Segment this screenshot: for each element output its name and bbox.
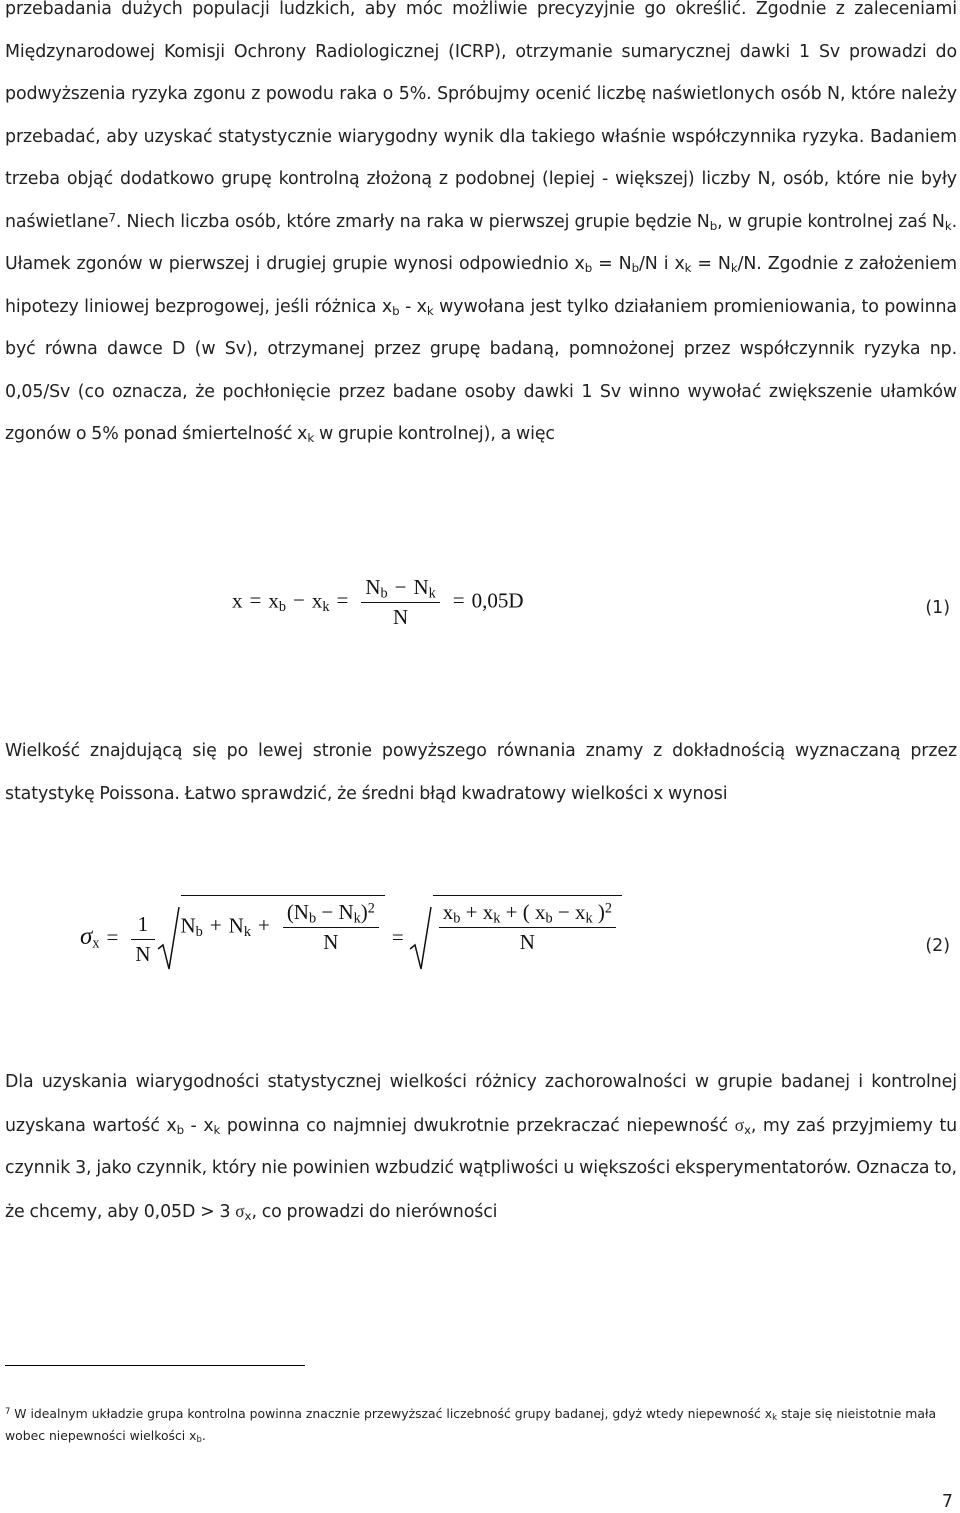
- sigma-symbol: σ: [734, 1114, 744, 1135]
- radical-icon: [409, 905, 433, 973]
- equation-1: $x = x_b - x_k$ = $\frac{N_b - N_k}{N}$ = 0,05D: [232, 575, 524, 629]
- equation-2: $\sigma_x$ = $\frac{1}{N}$ $N_b + N_k$ + $\frac{(N_b - N_k)^2}{N}$ = $\frac{x_b + x_k + ( x_b - x_k )^2}{N}$: [80, 905, 622, 973]
- page-number: 7: [941, 1492, 953, 1512]
- paragraph-1: przebadania dużych populacji ludzkich, aby móc możliwie precyzyjnie go określić. Zgodnie z zaleceniami Międzynarodowej Komisji Ochrony Radiologicznej (ICRP), otrzymanie sumarycznej dawki 1 Sv prowadzi do podwyższenia ryzyka zgonu z powodu raka o 5%. Spróbujmy ocenić liczbę naświetlonych osób N, które należy przebadać, aby uzyskać statystycznie wiarygodny wynik dla takiego właśnie współczynnika ryzyka. Badaniem trzeba objąć dodatkowo grupę kontrolną złożoną z podobnej (lepiej - większej) liczby N, osób, które nie były naświetlane$^7$. Niech liczba osób, które zmarły na raka w pierwszej grupie będzie $N_b$, w grupie kontrolnej zaś $N_k$. Ułamek zgonów w pierwszej i drugiej grupie wynosi odpowiednio $x_b = N_b/N$ i $x_k = N_k/N$. Zgodnie z założeniem hipotezy liniowej bezprogowej, jeśli różnica $x_b - x_k$ wywołana jest tylko działaniem promieniowania, to powinna być równa dawce D (w Sv), otrzymanej przez grupę badaną, pomnożonej przez współczynnik ryzyka np. 0,05/Sv (co oznacza, że pochłonięcie przez badane osoby dawki 1 Sv winno wywołać zwiększenie ułamków zgonów o 5% ponad śmiertelność $x_k$ w grupie kontrolnej), a więc: [5, 0, 957, 445]
- equation-number-2: (2): [925, 936, 950, 956]
- equation-number-1: (1): [925, 598, 950, 618]
- footnote-reference[interactable]: 7: [108, 210, 116, 225]
- fraction: $\frac{N_b - N_k}{N}$: [361, 575, 439, 630]
- text-run: . Niech liczba osób, które zmarły na raka w pierwszej grupie będzie N: [115, 211, 710, 232]
- footnote-separator: [5, 1365, 305, 1366]
- paragraph-3: Dla uzyskania wiarygodności statystycznej wielkości różnicy zachorowalności w grupie badanej i kontrolnej uzyskana wartość $x_b - x_k$ powinna co najmniej dwukrotnie przekraczać niepewność $\sigma_x$, my zaś przyjmiemy tu czynnik 3, jako czynnik, który nie powinien wzbudzić wątpliwości u większości eksperymentatorów. Oznacza to, że chcemy, aby 0,05D > 3 $\sigma_x$, co prowadzi do nierówności: [5, 1072, 958, 1223]
- paragraph-2: Wielkość znajdującą się po lewej stronie powyższego równania znamy z dokładnością wyznaczaną przez statystykę Poissona. Łatwo sprawdzić, że średni błąd kwadratowy wielkości x wynosi: [5, 741, 957, 804]
- footnote-mark: 7: [5, 1406, 11, 1417]
- sigma-symbol: σ: [235, 1200, 245, 1221]
- radical-icon: [157, 905, 181, 973]
- text-run: przebadania dużych populacji ludzkich, aby móc możliwie precyzyjnie go określić. Zgodnie z zaleceniami Międzynarodowej Komisji Ochrony Radiologicznej (ICRP), otrzymanie sumarycznej dawki 1 Sv prowadzi do podwyższenia ryzyka zgonu z powodu raka o 5%. Spróbujmy ocenić liczbę naświetlonych osób N, które należy przebadać, aby uzyskać statystycznie wiarygodny wynik dla takiego właśnie współczynnika ryzyka. Badaniem trzeba objąć dodatkowo grupę kontrolną złożoną z podobnej (lepiej - większej) liczby N, osób, które nie były naświetlane: [5, 0, 957, 232]
- footnote-7: $^7$ W idealnym układzie grupa kontrolna powinna znacznie przewyższać liczebność grupy badanej, gdyż wtedy niepewność $x_k$ staje się nieistotnie mała wobec niepewności wielkości $x_b$.: [5, 1406, 937, 1445]
